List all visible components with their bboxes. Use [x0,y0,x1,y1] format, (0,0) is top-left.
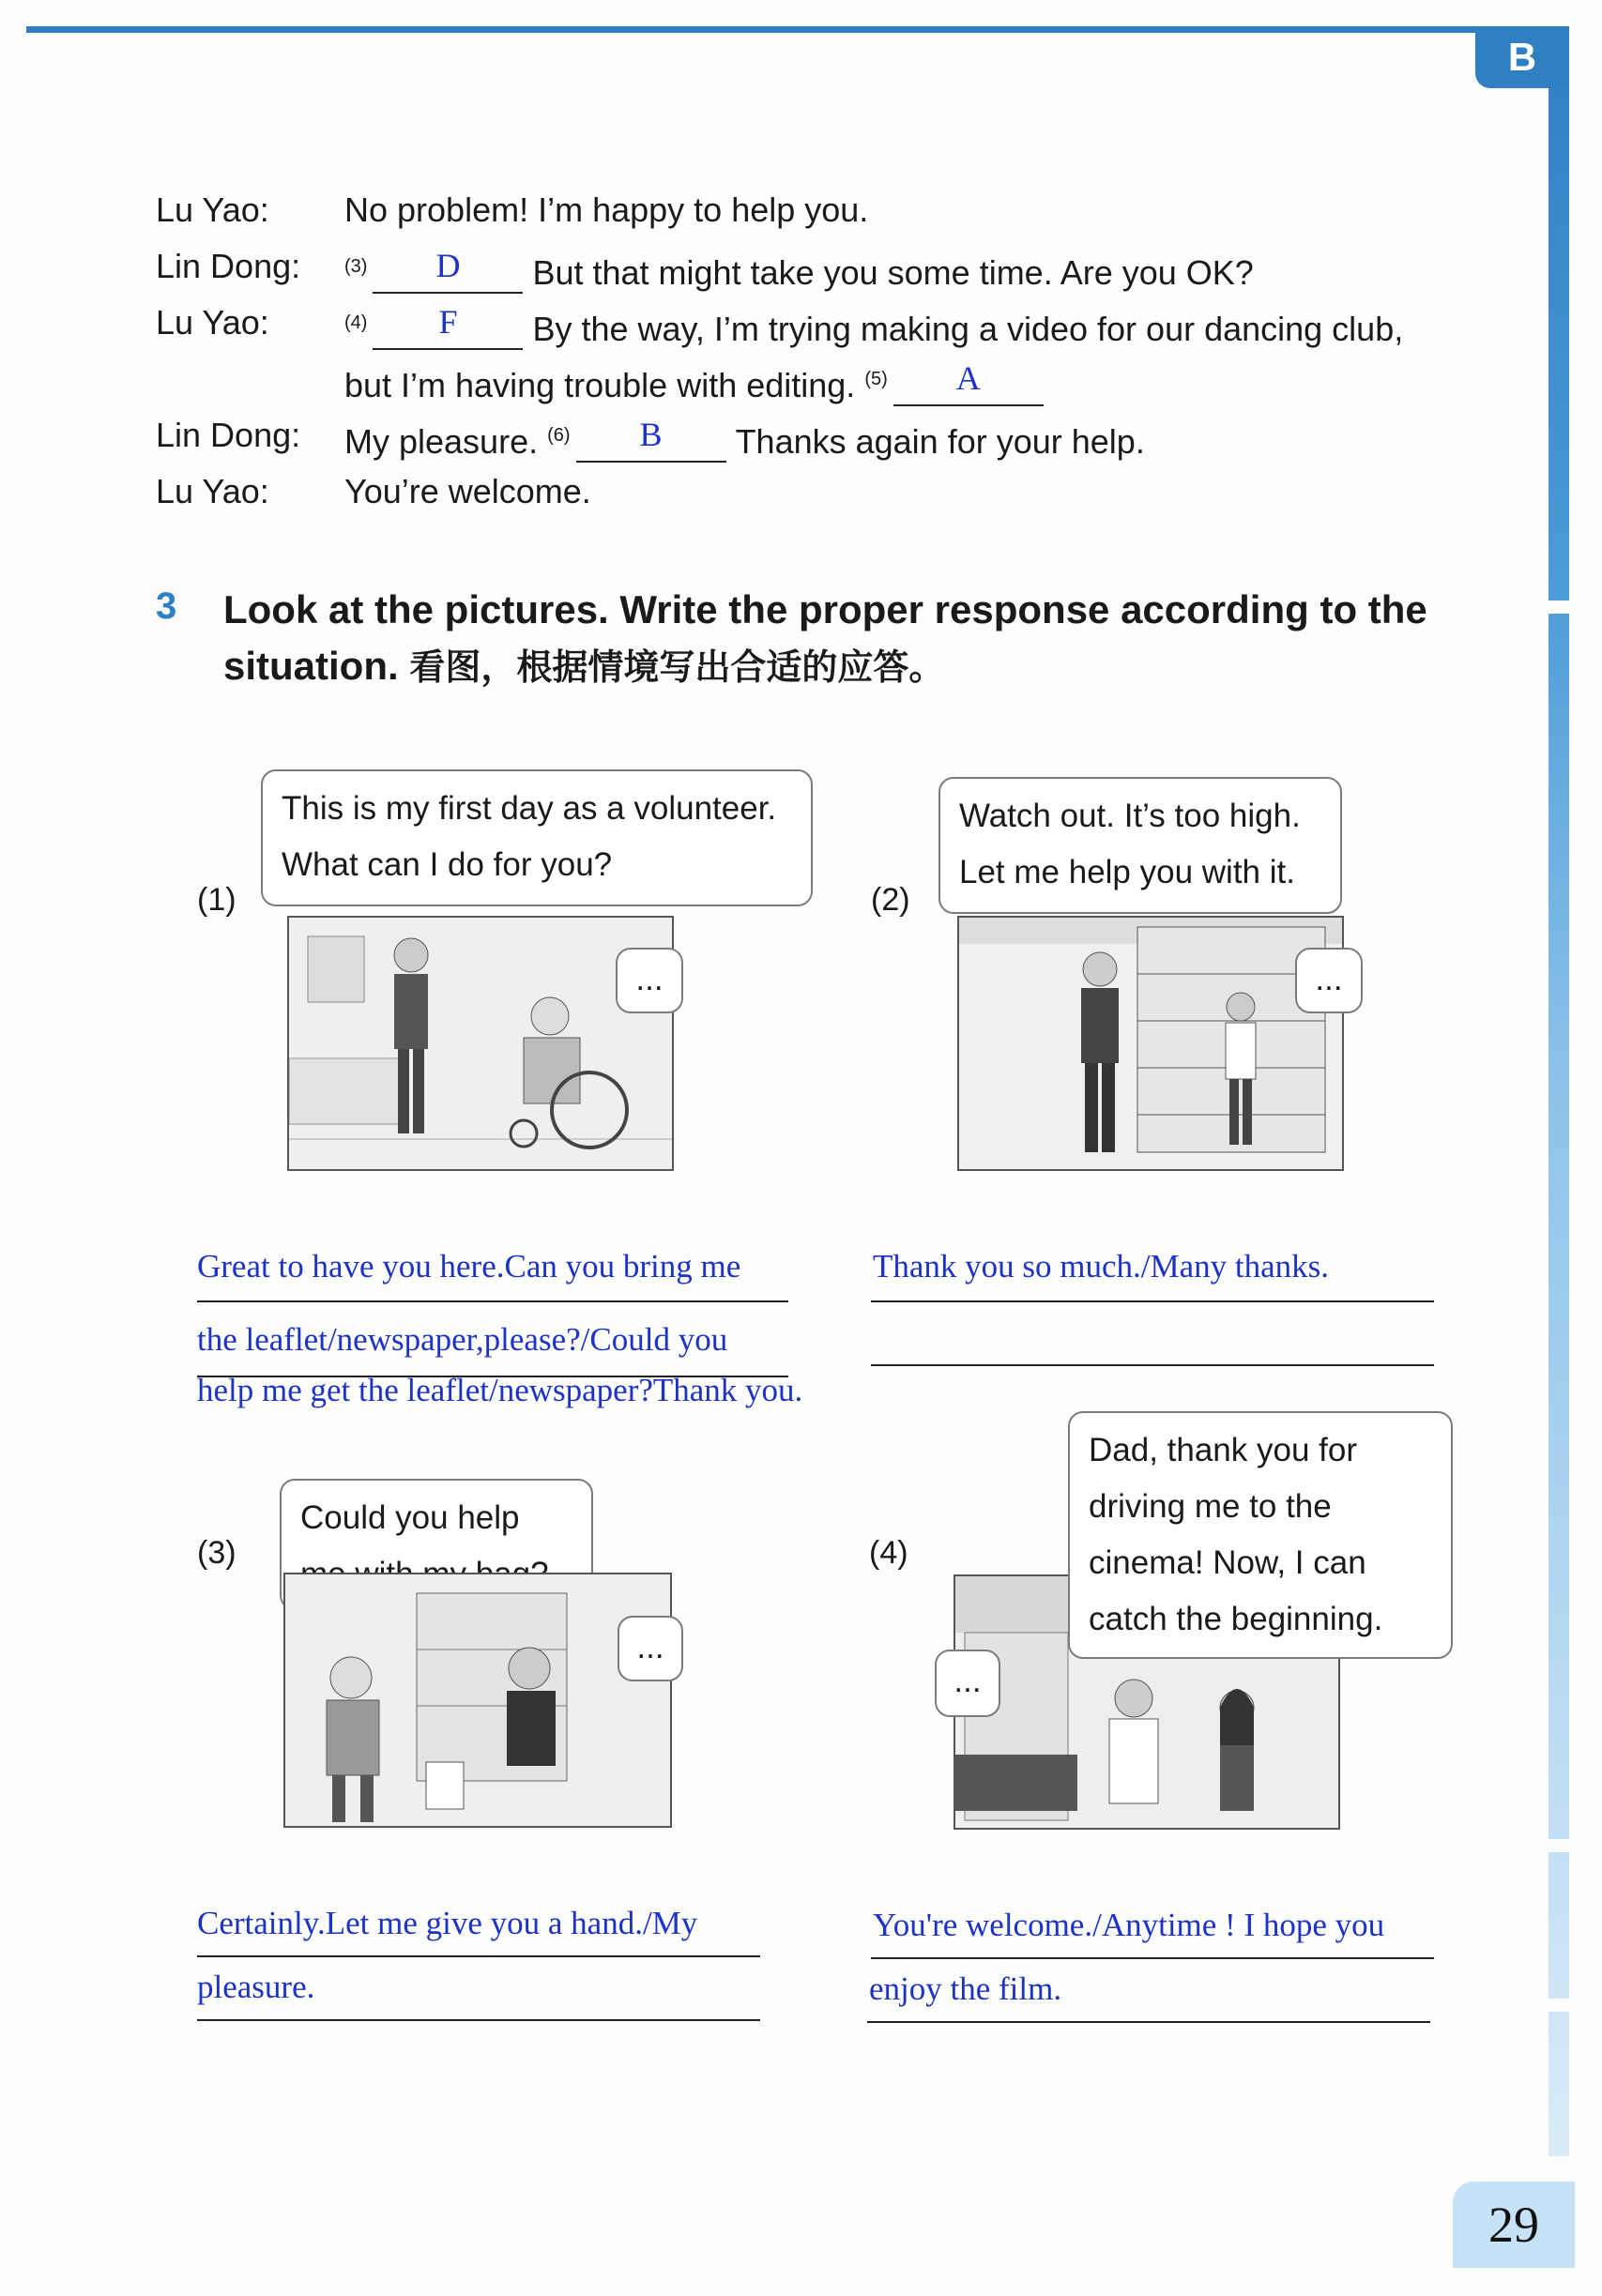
dialogue-line [0,302,1502,348]
utterance: but I’m having trouble with editing. [344,366,856,404]
dialogue-line [0,471,1502,512]
utterance: My pleasure. [344,422,539,461]
utterance: But that might take you some time. Are you OK? [532,253,1254,292]
side-bar-gap [1549,1839,1569,1852]
answer-text: enjoy the film. [869,1970,1062,2007]
blank-answer: D [435,247,461,284]
answer-line[interactable] [871,1319,1434,1366]
blank-number: (6) [547,425,571,446]
bubble-line: Dad, thank you for [1089,1432,1357,1468]
section-tab: B [1475,26,1569,88]
speaker: Lu Yao: [156,190,269,229]
speaker: Lu Yao: [156,472,269,510]
section-title-zh: 看图，根据情境写出合适的应答。 [409,648,945,688]
speech-bubble [1068,1411,1453,1659]
speaker: Lu Yao: [156,303,269,342]
blank-answer: F [438,303,458,341]
answer-text: Great to have you here.Can you bring me [197,1248,741,1285]
dialogue-line [0,190,1502,231]
answer-blank[interactable] [576,416,726,463]
side-bar-gap [1549,1999,1569,2012]
bubble-line: This is my first day as a volunteer. [282,790,777,827]
answer-blank[interactable] [373,247,523,294]
item-label: (4) [869,1535,908,1571]
answer-text: Certainly.Let me give you a hand./My [197,1905,698,1941]
blank-number: (3) [344,256,368,277]
bubble-line: What can I do for you? [282,846,613,883]
answer-text: the leaflet/newspaper,please?/Could you [197,1321,728,1358]
item-label: (2) [871,882,910,918]
dialogue-line [0,246,1502,292]
blank-answer: B [639,416,663,453]
answer-text: You're welcome./Anytime ! I hope you [873,1907,1385,1943]
item-label: (1) [197,882,236,918]
reply-bubble: ... [1295,948,1363,1013]
section-title [223,582,1472,696]
speech-bubble [938,777,1342,914]
reply-bubble: ... [935,1650,1000,1717]
section-title-en: Look at the pictures. Write the proper response according to the situation. [223,587,1427,688]
bubble-line: Watch out. It’s too high. [959,798,1301,834]
bubble-line: driving me to the [1089,1488,1332,1525]
reply-bubble: ... [616,948,683,1013]
illustration-bag [283,1573,672,1828]
blank-answer: A [955,359,981,397]
top-rule [26,26,1565,33]
bubble-line: Could you help [300,1499,520,1536]
speech-bubble [261,769,813,906]
answer-text: help me get the leaflet/newspaper?Thank you. [197,1372,803,1408]
utterance: You’re welcome. [344,472,591,510]
reply-bubble: ... [618,1616,683,1681]
blank-number: (5) [864,369,888,389]
utterance: Thanks again for your help. [735,422,1145,461]
section-number: 3 [156,585,177,627]
bubble-line: cinema! Now, I can [1089,1544,1366,1581]
utterance: By the way, I’m trying making a video for our dancing club, [532,310,1404,348]
illustration-volunteer [287,916,674,1171]
speaker: Lin Dong: [156,247,301,285]
dialogue-line [0,358,1502,404]
answer-text: Thank you so much./Many thanks. [873,1248,1330,1285]
answer-blank[interactable] [373,303,523,350]
answer-blank[interactable] [893,359,1044,406]
illustration-library [957,916,1344,1171]
utterance: No problem! I’m happy to help you. [344,190,869,229]
answer-text: pleasure. [197,1969,315,2005]
side-bar-gap [1549,601,1569,614]
bubble-line: catch the beginning. [1089,1601,1383,1637]
item-label: (3) [197,1535,236,1571]
side-color-bar [1549,26,1569,2156]
dialogue-line [0,415,1502,461]
page-number: 29 [1453,2182,1575,2268]
blank-number: (4) [344,312,368,333]
bubble-line: Let me help you with it. [959,854,1295,890]
speaker: Lin Dong: [156,416,301,454]
